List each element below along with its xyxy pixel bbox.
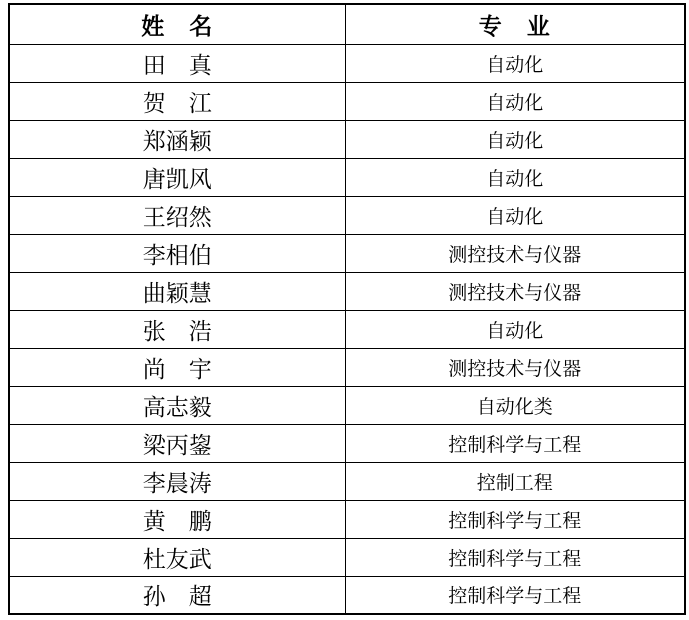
roster-body bbox=[9, 44, 685, 614]
student-name-cell: 杜友武 bbox=[9, 538, 345, 576]
table-row bbox=[9, 462, 685, 500]
student-major-cell: 控制科学与工程 bbox=[345, 500, 685, 538]
student-major-cell: 自动化 bbox=[345, 196, 685, 234]
student-name-cell: 高志毅 bbox=[9, 386, 345, 424]
student-major-cell: 测控技术与仪器 bbox=[345, 272, 685, 310]
table-row bbox=[9, 500, 685, 538]
student-major-cell: 自动化 bbox=[345, 120, 685, 158]
student-name-cell: 孙 超 bbox=[9, 576, 345, 614]
table-row bbox=[9, 158, 685, 196]
student-name-cell: 李晨涛 bbox=[9, 462, 345, 500]
student-name-cell: 张 浩 bbox=[9, 310, 345, 348]
student-major-cell: 自动化 bbox=[345, 310, 685, 348]
table-row bbox=[9, 234, 685, 272]
student-name-cell: 梁丙鋆 bbox=[9, 424, 345, 462]
student-name-cell: 王绍然 bbox=[9, 196, 345, 234]
column-header-major: 专 业 bbox=[345, 4, 685, 44]
table-row bbox=[9, 196, 685, 234]
student-name-cell: 尚 宇 bbox=[9, 348, 345, 386]
student-major-cell: 自动化 bbox=[345, 44, 685, 82]
roster-table bbox=[8, 3, 686, 615]
student-major-cell: 自动化类 bbox=[345, 386, 685, 424]
table-row bbox=[9, 44, 685, 82]
student-major-cell: 控制科学与工程 bbox=[345, 538, 685, 576]
student-name-cell: 郑涵颖 bbox=[9, 120, 345, 158]
column-header-name: 姓 名 bbox=[9, 4, 345, 44]
table-row bbox=[9, 82, 685, 120]
student-major-cell: 控制科学与工程 bbox=[345, 576, 685, 614]
table-row bbox=[9, 386, 685, 424]
student-major-cell: 控制工程 bbox=[345, 462, 685, 500]
student-name-cell: 贺 江 bbox=[9, 82, 345, 120]
table-row bbox=[9, 120, 685, 158]
table-row bbox=[9, 424, 685, 462]
student-name-cell: 李相伯 bbox=[9, 234, 345, 272]
table-row bbox=[9, 348, 685, 386]
table-row bbox=[9, 310, 685, 348]
table-row bbox=[9, 576, 685, 614]
student-name-cell: 唐凯风 bbox=[9, 158, 345, 196]
table-row bbox=[9, 538, 685, 576]
student-major-cell: 测控技术与仪器 bbox=[345, 348, 685, 386]
student-major-cell: 控制科学与工程 bbox=[345, 424, 685, 462]
student-name-cell: 曲颖慧 bbox=[9, 272, 345, 310]
student-name-cell: 田 真 bbox=[9, 44, 345, 82]
student-major-cell: 自动化 bbox=[345, 82, 685, 120]
header-row bbox=[9, 4, 685, 44]
student-name-cell: 黄 鹏 bbox=[9, 500, 345, 538]
student-major-cell: 测控技术与仪器 bbox=[345, 234, 685, 272]
student-major-cell: 自动化 bbox=[345, 158, 685, 196]
table-row bbox=[9, 272, 685, 310]
